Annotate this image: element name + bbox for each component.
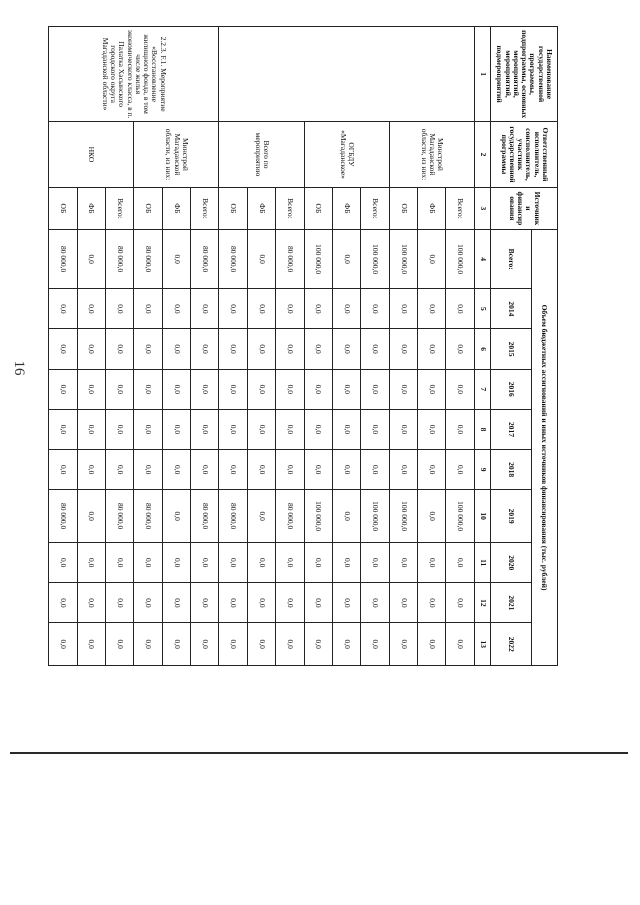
value-cell: 0,0 bbox=[304, 409, 332, 449]
value-cell: 0,0 bbox=[304, 329, 332, 369]
table-body bbox=[49, 27, 558, 666]
value-cell: 80 000,0 bbox=[106, 230, 134, 289]
value-cell: 80 000,0 bbox=[276, 230, 304, 289]
column-number: 4 bbox=[474, 230, 490, 289]
value-cell: 80 000,0 bbox=[191, 230, 219, 289]
source-cell: Всего: bbox=[106, 187, 134, 229]
value-cell: 100 000,0 bbox=[304, 490, 332, 543]
value-cell: 0,0 bbox=[162, 450, 190, 490]
source-cell: ОБ bbox=[219, 187, 247, 229]
value-cell: 0,0 bbox=[106, 583, 134, 623]
value-cell: 0,0 bbox=[389, 623, 417, 666]
value-cell: 0,0 bbox=[106, 450, 134, 490]
column-number: 5 bbox=[474, 289, 490, 329]
value-cell: 0,0 bbox=[276, 623, 304, 666]
value-cell: 0,0 bbox=[418, 329, 446, 369]
value-cell: 0,0 bbox=[191, 369, 219, 409]
header-source: Источники финансирования bbox=[491, 187, 558, 229]
value-cell: 100 000,0 bbox=[304, 230, 332, 289]
value-cell: 0,0 bbox=[418, 230, 446, 289]
value-cell: 0,0 bbox=[219, 289, 247, 329]
value-cell: 0,0 bbox=[418, 623, 446, 666]
value-cell: 0,0 bbox=[77, 409, 105, 449]
value-cell: 0,0 bbox=[446, 623, 474, 666]
value-cell: 0,0 bbox=[446, 543, 474, 583]
value-cell: 0,0 bbox=[418, 450, 446, 490]
value-cell: 0,0 bbox=[446, 583, 474, 623]
value-cell: 100 000,0 bbox=[389, 490, 417, 543]
value-cell: 0,0 bbox=[49, 409, 78, 449]
value-cell: 0,0 bbox=[106, 369, 134, 409]
value-cell: 0,0 bbox=[49, 543, 78, 583]
value-cell: 80 000,0 bbox=[106, 490, 134, 543]
value-cell: 0,0 bbox=[219, 329, 247, 369]
table-row bbox=[361, 27, 389, 666]
value-cell: 0,0 bbox=[389, 289, 417, 329]
value-cell: 0,0 bbox=[219, 623, 247, 666]
value-cell: 0,0 bbox=[361, 329, 389, 369]
value-cell: 0,0 bbox=[446, 369, 474, 409]
value-cell: 0,0 bbox=[77, 623, 105, 666]
value-cell: 0,0 bbox=[219, 450, 247, 490]
value-cell: 0,0 bbox=[134, 289, 162, 329]
value-cell: 0,0 bbox=[333, 583, 361, 623]
value-cell: 0,0 bbox=[219, 409, 247, 449]
value-cell: 0,0 bbox=[191, 289, 219, 329]
value-cell: 0,0 bbox=[191, 623, 219, 666]
column-number: 12 bbox=[474, 583, 490, 623]
value-cell: 80 000,0 bbox=[134, 230, 162, 289]
page-divider bbox=[10, 752, 628, 754]
value-cell: 0,0 bbox=[162, 329, 190, 369]
value-cell: 0,0 bbox=[247, 623, 275, 666]
value-cell: 0,0 bbox=[446, 450, 474, 490]
source-cell: ФБ bbox=[162, 187, 190, 229]
value-cell: 0,0 bbox=[361, 543, 389, 583]
source-cell: Всего: bbox=[361, 187, 389, 229]
source-cell: ОБ bbox=[134, 187, 162, 229]
header-year: 2018 bbox=[491, 450, 532, 490]
value-cell: 0,0 bbox=[247, 329, 275, 369]
value-cell: 0,0 bbox=[389, 329, 417, 369]
value-cell: 0,0 bbox=[333, 230, 361, 289]
header-year: 2015 bbox=[491, 329, 532, 369]
value-cell: 0,0 bbox=[49, 329, 78, 369]
value-cell: 0,0 bbox=[106, 329, 134, 369]
value-cell: 0,0 bbox=[389, 583, 417, 623]
column-numbers-row bbox=[474, 27, 490, 666]
value-cell: 0,0 bbox=[134, 583, 162, 623]
value-cell: 80 000,0 bbox=[49, 490, 78, 543]
value-cell: 0,0 bbox=[49, 623, 78, 666]
value-cell: 0,0 bbox=[77, 230, 105, 289]
column-number: 13 bbox=[474, 623, 490, 666]
header-name: Наименование государственной программы, подпрограммы, основных мероприятий, мероприятий, подмероприятий bbox=[491, 27, 558, 122]
source-cell: Всего: bbox=[276, 187, 304, 229]
value-cell: 0,0 bbox=[247, 409, 275, 449]
value-cell: 0,0 bbox=[134, 623, 162, 666]
value-cell: 0,0 bbox=[361, 369, 389, 409]
value-cell: 0,0 bbox=[191, 450, 219, 490]
value-cell: 0,0 bbox=[276, 543, 304, 583]
header-year: 2019 bbox=[491, 490, 532, 543]
value-cell: 0,0 bbox=[361, 583, 389, 623]
value-cell: 0,0 bbox=[304, 623, 332, 666]
source-cell: Всего: bbox=[191, 187, 219, 229]
value-cell: 0,0 bbox=[247, 369, 275, 409]
source-cell: ОБ bbox=[389, 187, 417, 229]
source-cell: ФБ bbox=[333, 187, 361, 229]
value-cell: 0,0 bbox=[333, 289, 361, 329]
value-cell: 0,0 bbox=[304, 583, 332, 623]
value-cell: 0,0 bbox=[162, 583, 190, 623]
value-cell: 0,0 bbox=[191, 543, 219, 583]
value-cell: 0,0 bbox=[49, 450, 78, 490]
value-cell: 0,0 bbox=[134, 409, 162, 449]
page-number: 16 bbox=[11, 360, 27, 376]
rotated-table-wrapper bbox=[48, 26, 558, 666]
table-row bbox=[106, 27, 134, 666]
value-cell: 0,0 bbox=[304, 543, 332, 583]
value-cell: 0,0 bbox=[134, 450, 162, 490]
column-number: 7 bbox=[474, 369, 490, 409]
value-cell: 80 000,0 bbox=[219, 230, 247, 289]
source-cell: ОБ bbox=[304, 187, 332, 229]
value-cell: 0,0 bbox=[77, 289, 105, 329]
value-cell: 0,0 bbox=[446, 289, 474, 329]
value-cell: 0,0 bbox=[361, 450, 389, 490]
source-cell: ФБ bbox=[77, 187, 105, 229]
header-total: Всего: bbox=[491, 230, 532, 289]
value-cell: 0,0 bbox=[49, 583, 78, 623]
value-cell: 0,0 bbox=[162, 369, 190, 409]
value-cell: 0,0 bbox=[389, 450, 417, 490]
value-cell: 0,0 bbox=[304, 289, 332, 329]
column-number: 6 bbox=[474, 329, 490, 369]
value-cell: 0,0 bbox=[389, 543, 417, 583]
value-cell: 0,0 bbox=[134, 369, 162, 409]
value-cell: 0,0 bbox=[418, 409, 446, 449]
value-cell: 0,0 bbox=[333, 490, 361, 543]
source-cell: ФБ bbox=[247, 187, 275, 229]
value-cell: 0,0 bbox=[389, 409, 417, 449]
executor-cell: НКО bbox=[49, 122, 134, 188]
source-cell: ОБ bbox=[49, 187, 78, 229]
value-cell: 0,0 bbox=[162, 543, 190, 583]
value-cell: 0,0 bbox=[106, 289, 134, 329]
value-cell: 0,0 bbox=[276, 409, 304, 449]
value-cell: 0,0 bbox=[162, 409, 190, 449]
column-number: 9 bbox=[474, 450, 490, 490]
header-year: 2016 bbox=[491, 369, 532, 409]
value-cell: 0,0 bbox=[276, 369, 304, 409]
value-cell: 0,0 bbox=[247, 289, 275, 329]
value-cell: 0,0 bbox=[418, 289, 446, 329]
value-cell: 0,0 bbox=[134, 543, 162, 583]
value-cell: 0,0 bbox=[361, 289, 389, 329]
value-cell: 0,0 bbox=[106, 543, 134, 583]
value-cell: 0,0 bbox=[418, 583, 446, 623]
column-number: 10 bbox=[474, 490, 490, 543]
column-number: 3 bbox=[474, 187, 490, 229]
financing-table bbox=[48, 26, 558, 666]
value-cell: 0,0 bbox=[191, 409, 219, 449]
measure-name bbox=[219, 27, 474, 122]
executor-cell: Минстрой Магаданской области, из них: bbox=[134, 122, 219, 188]
value-cell: 0,0 bbox=[106, 409, 134, 449]
column-number: 1 bbox=[474, 27, 490, 122]
header-year: 2017 bbox=[491, 409, 532, 449]
value-cell: 0,0 bbox=[333, 450, 361, 490]
value-cell: 0,0 bbox=[276, 329, 304, 369]
value-cell: 0,0 bbox=[49, 369, 78, 409]
value-cell: 0,0 bbox=[219, 543, 247, 583]
value-cell: 80 000,0 bbox=[276, 490, 304, 543]
table-row bbox=[276, 27, 304, 666]
value-cell: 0,0 bbox=[418, 490, 446, 543]
value-cell: 0,0 bbox=[418, 369, 446, 409]
value-cell: 0,0 bbox=[219, 369, 247, 409]
value-cell: 100 000,0 bbox=[389, 230, 417, 289]
value-cell: 0,0 bbox=[49, 289, 78, 329]
value-cell: 0,0 bbox=[162, 490, 190, 543]
value-cell: 0,0 bbox=[77, 329, 105, 369]
value-cell: 0,0 bbox=[77, 543, 105, 583]
value-cell: 100 000,0 bbox=[361, 490, 389, 543]
value-cell: 80 000,0 bbox=[191, 490, 219, 543]
header-row bbox=[531, 27, 557, 666]
column-number: 11 bbox=[474, 543, 490, 583]
header-year: 2020 bbox=[491, 543, 532, 583]
column-number: 8 bbox=[474, 409, 490, 449]
value-cell: 0,0 bbox=[191, 329, 219, 369]
value-cell: 100 000,0 bbox=[446, 230, 474, 289]
value-cell: 0,0 bbox=[333, 409, 361, 449]
source-cell: Всего: bbox=[446, 187, 474, 229]
value-cell: 0,0 bbox=[276, 289, 304, 329]
value-cell: 0,0 bbox=[361, 623, 389, 666]
value-cell: 0,0 bbox=[77, 583, 105, 623]
column-number: 2 bbox=[474, 122, 490, 188]
value-cell: 0,0 bbox=[333, 329, 361, 369]
value-cell: 0,0 bbox=[77, 369, 105, 409]
value-cell: 0,0 bbox=[333, 369, 361, 409]
value-cell: 0,0 bbox=[304, 369, 332, 409]
value-cell: 0,0 bbox=[77, 450, 105, 490]
header-executor: Ответственный исполнитель, соисполнитель, участник государственной программы bbox=[491, 122, 558, 188]
executor-cell: Минстрой Магаданской области, из них: bbox=[389, 122, 474, 188]
measure-name-cell: 2.2.3. F.1. Мероприятие «Восстановление жилищного фонда, в том числе жилья экономического класса, в п. Палатка Хасынского городского округа Магаданской области» bbox=[49, 27, 220, 122]
value-cell: 0,0 bbox=[304, 450, 332, 490]
value-cell: 0,0 bbox=[247, 583, 275, 623]
value-cell: 80 000,0 bbox=[134, 490, 162, 543]
value-cell: 80 000,0 bbox=[219, 490, 247, 543]
value-cell: 100 000,0 bbox=[361, 230, 389, 289]
header-year: 2021 bbox=[491, 583, 532, 623]
value-cell: 0,0 bbox=[333, 543, 361, 583]
value-cell: 0,0 bbox=[219, 583, 247, 623]
value-cell: 0,0 bbox=[446, 409, 474, 449]
value-cell: 0,0 bbox=[276, 450, 304, 490]
value-cell: 0,0 bbox=[106, 623, 134, 666]
executor-cell: ОГБДУ «Магаданское» bbox=[304, 122, 389, 188]
value-cell: 0,0 bbox=[333, 623, 361, 666]
value-cell: 0,0 bbox=[418, 543, 446, 583]
value-cell: 0,0 bbox=[389, 369, 417, 409]
value-cell: 0,0 bbox=[162, 289, 190, 329]
value-cell: 0,0 bbox=[134, 329, 162, 369]
table-row bbox=[191, 27, 219, 666]
value-cell: 0,0 bbox=[276, 583, 304, 623]
value-cell: 0,0 bbox=[162, 230, 190, 289]
header-volume: Объем бюджетных ассигнований и иных источников финансирования (тыс. рублей) bbox=[531, 230, 557, 666]
value-cell: 0,0 bbox=[446, 329, 474, 369]
value-cell: 0,0 bbox=[361, 409, 389, 449]
value-cell: 0,0 bbox=[247, 230, 275, 289]
table-row bbox=[446, 27, 474, 666]
source-cell: ФБ bbox=[418, 187, 446, 229]
value-cell: 100 000,0 bbox=[446, 490, 474, 543]
value-cell: 0,0 bbox=[162, 623, 190, 666]
executor-cell: Всего по мероприятию bbox=[219, 122, 304, 188]
value-cell: 0,0 bbox=[247, 450, 275, 490]
value-cell: 80 000,0 bbox=[49, 230, 78, 289]
header-year: 2022 bbox=[491, 623, 532, 666]
header-year: 2014 bbox=[491, 289, 532, 329]
value-cell: 0,0 bbox=[247, 543, 275, 583]
value-cell: 0,0 bbox=[247, 490, 275, 543]
value-cell: 0,0 bbox=[191, 583, 219, 623]
value-cell: 0,0 bbox=[77, 490, 105, 543]
